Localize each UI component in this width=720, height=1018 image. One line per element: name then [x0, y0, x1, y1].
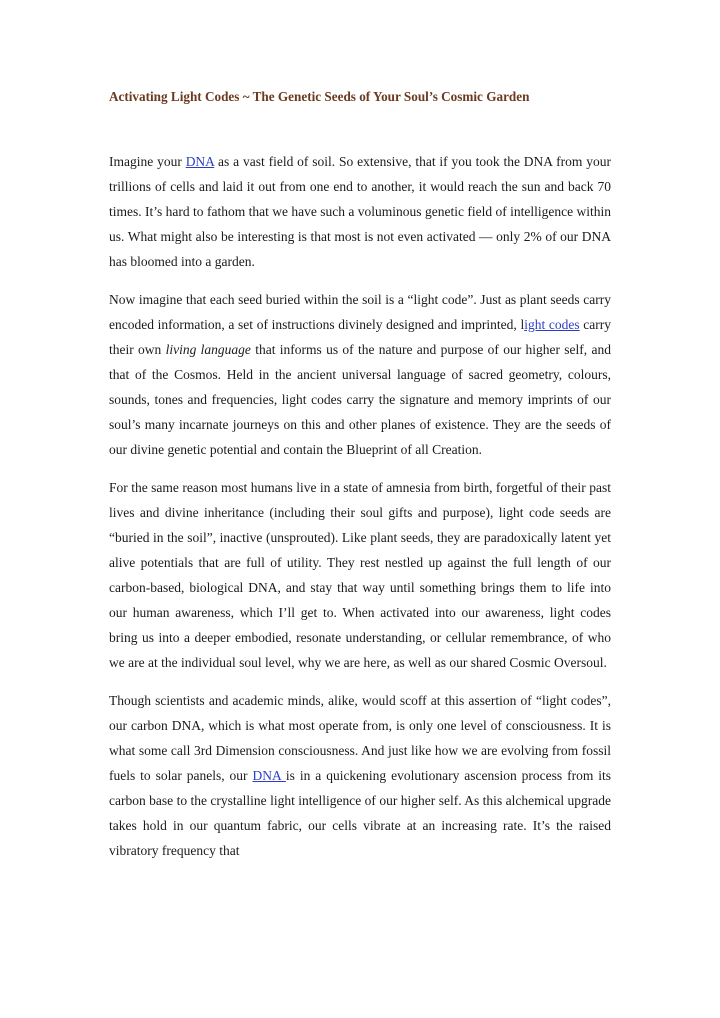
- paragraph-2-text-c: that informs us of the nature and purpose of our higher self, and that of the Cosmos. Held in the ancient universal language of sacred geometry, colours, sounds, tones and frequencies, light codes carry the signature and memory imprints of our soul’s many incarnate journeys on this and other planes of existence. They are the seeds of our divine genetic potential and contain the Blueprint of all Creation.: [109, 342, 611, 457]
- document-page: [109, 84, 611, 876]
- paragraph-1-text-b: as a vast field of soil. So extensive, that if you took the DNA from your trillions of cells and laid it out from one end to another, it would reach the sun and back 70 times. It’s hard to fathom that we have such a voluminous genetic field of intelligence within us. What might also be interesting is that most is not even activated — only 2% of our DNA has bloomed into a garden.: [109, 154, 612, 269]
- paragraph-2-text-b: carry their own: [109, 317, 611, 357]
- paragraph-4: [109, 688, 611, 863]
- paragraph-1-text-a: Imagine your: [109, 154, 186, 169]
- paragraph-2: [109, 287, 611, 462]
- dna-link-2[interactable]: DNA: [252, 768, 286, 783]
- paragraph-1: [109, 149, 611, 274]
- paragraph-4-text-a: Though scientists and academic minds, alike, would scoff at this assertion of “light codes”, our carbon DNA, which is what most operate from, is only one level of consciousness. It is what some call 3rd Dimension consciousness. And just like how we are evolving from fossil fuels to solar panels, our: [109, 693, 611, 783]
- page-title: Activating Light Codes ~ The Genetic Seeds of Your Soul’s Cosmic Garden: [109, 89, 530, 104]
- paragraph-3: For the same reason most humans live in a state of amnesia from birth, forgetful of their past lives and divine inheritance (including their soul gifts and purpose), light code seeds are “buried in the soil”, inactive (unsprouted). Like plant seeds, they are paradoxically latent yet alive potentials that are full of utility. They rest nestled up against the full length of our carbon-based, biological DNA, and stay that way until something brings them to life into our human awareness, which I’ll get to. When activated into our awareness, light codes bring us into a deeper embodied, resonate understanding, or cellular remembrance, of who we are at the individual soul level, why we are here, as well as our shared Cosmic Oversoul.: [109, 480, 611, 670]
- paragraph-2-text-a: Now imagine that each seed buried within the soil is a “light code”. Just as plant seeds carry encoded information, a set of instructions divinely designed and imprinted, l: [109, 292, 611, 332]
- living-language-italic: living language: [165, 342, 251, 357]
- light-codes-link[interactable]: ight codes: [524, 317, 580, 332]
- dna-link[interactable]: DNA: [185, 154, 215, 169]
- paragraph-4-text-b: is in a quickening evolutionary ascension process from its carbon base to the crystalline light intelligence of our higher self. As this alchemical upgrade takes hold in our quantum fabric, our cells vibrate at an increasing rate. It’s the raised vibratory frequency that: [109, 768, 612, 858]
